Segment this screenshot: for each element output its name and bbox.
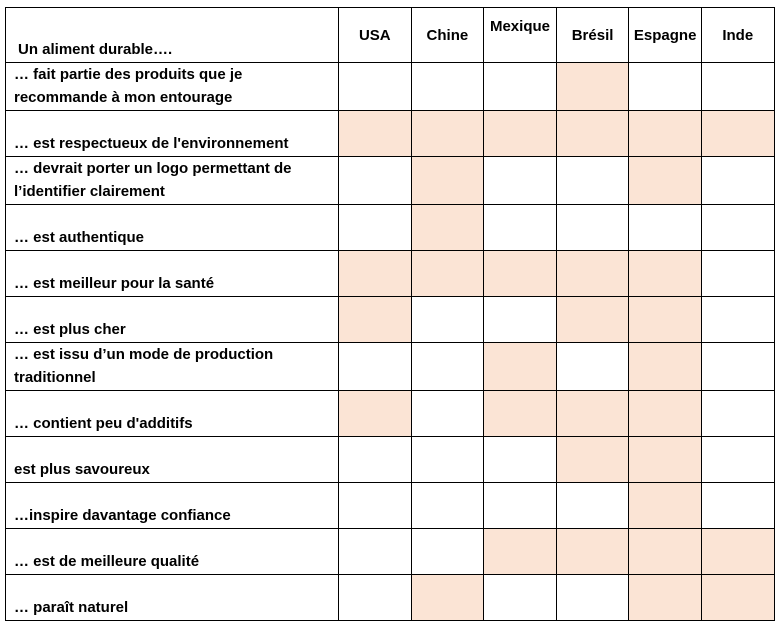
- empty-cell: [411, 297, 484, 343]
- empty-cell: [411, 343, 484, 391]
- empty-cell: [411, 483, 484, 529]
- country-header-bresil: Brésil: [556, 8, 629, 63]
- highlighted-cell: [484, 529, 557, 575]
- highlighted-cell: [556, 437, 629, 483]
- highlighted-cell: [701, 529, 774, 575]
- empty-cell: [339, 205, 412, 251]
- empty-cell: [701, 483, 774, 529]
- highlighted-cell: [484, 391, 557, 437]
- durable-food-table: [5, 7, 775, 621]
- highlighted-cell: [411, 157, 484, 205]
- empty-cell: [556, 205, 629, 251]
- empty-cell: [484, 575, 557, 621]
- table-row: [6, 343, 775, 391]
- empty-cell: [556, 343, 629, 391]
- highlighted-cell: [629, 483, 702, 529]
- empty-cell: [339, 575, 412, 621]
- empty-cell: [339, 437, 412, 483]
- empty-cell: [556, 575, 629, 621]
- highlighted-cell: [629, 529, 702, 575]
- empty-cell: [484, 63, 557, 111]
- empty-cell: [339, 63, 412, 111]
- row-label: … est de meilleure qualité: [6, 529, 339, 575]
- empty-cell: [411, 437, 484, 483]
- highlighted-cell: [484, 343, 557, 391]
- highlighted-cell: [556, 251, 629, 297]
- highlighted-cell: [411, 575, 484, 621]
- row-label: … est issu d’un mode de production traditionnel: [6, 343, 339, 391]
- highlighted-cell: [629, 575, 702, 621]
- empty-cell: [339, 343, 412, 391]
- highlighted-cell: [339, 111, 412, 157]
- highlighted-cell: [629, 437, 702, 483]
- table-row: [6, 205, 775, 251]
- row-label: … est authentique: [6, 205, 339, 251]
- highlighted-cell: [629, 111, 702, 157]
- empty-cell: [411, 63, 484, 111]
- row-label: … devrait porter un logo permettant de l’identifier clairement: [6, 157, 339, 205]
- table-row: [6, 437, 775, 483]
- table-row: [6, 575, 775, 621]
- country-header-usa: USA: [339, 8, 412, 63]
- highlighted-cell: [556, 391, 629, 437]
- row-label: … est plus cher: [6, 297, 339, 343]
- empty-cell: [701, 157, 774, 205]
- row-label: … fait partie des produits que je recommande à mon entourage: [6, 63, 339, 111]
- empty-cell: [556, 157, 629, 205]
- table-row: [6, 483, 775, 529]
- highlighted-cell: [339, 391, 412, 437]
- highlighted-cell: [556, 111, 629, 157]
- empty-cell: [484, 157, 557, 205]
- row-label: … est respectueux de l'environnement: [6, 111, 339, 157]
- table-title: Un aliment durable….: [6, 8, 339, 63]
- highlighted-cell: [629, 251, 702, 297]
- highlighted-cell: [556, 63, 629, 111]
- row-label: … est meilleur pour la santé: [6, 251, 339, 297]
- empty-cell: [339, 483, 412, 529]
- highlighted-cell: [411, 251, 484, 297]
- empty-cell: [484, 297, 557, 343]
- empty-cell: [701, 391, 774, 437]
- highlighted-cell: [701, 575, 774, 621]
- highlighted-cell: [629, 157, 702, 205]
- highlighted-cell: [339, 297, 412, 343]
- row-label: …inspire davantage confiance: [6, 483, 339, 529]
- highlighted-cell: [484, 111, 557, 157]
- empty-cell: [484, 483, 557, 529]
- highlighted-cell: [556, 529, 629, 575]
- empty-cell: [701, 251, 774, 297]
- empty-cell: [484, 437, 557, 483]
- empty-cell: [556, 483, 629, 529]
- highlighted-cell: [629, 297, 702, 343]
- empty-cell: [701, 437, 774, 483]
- empty-cell: [339, 529, 412, 575]
- highlighted-cell: [339, 251, 412, 297]
- empty-cell: [411, 529, 484, 575]
- table-row: [6, 63, 775, 111]
- header-row: [6, 8, 775, 63]
- highlighted-cell: [484, 251, 557, 297]
- highlighted-cell: [701, 111, 774, 157]
- row-label: est plus savoureux: [6, 437, 339, 483]
- empty-cell: [411, 391, 484, 437]
- empty-cell: [701, 343, 774, 391]
- country-header-inde: Inde: [701, 8, 774, 63]
- highlighted-cell: [411, 111, 484, 157]
- empty-cell: [339, 157, 412, 205]
- highlighted-cell: [411, 205, 484, 251]
- highlighted-cell: [629, 343, 702, 391]
- empty-cell: [629, 63, 702, 111]
- table-row: [6, 391, 775, 437]
- highlighted-cell: [629, 391, 702, 437]
- empty-cell: [701, 297, 774, 343]
- empty-cell: [701, 205, 774, 251]
- table-row: [6, 297, 775, 343]
- table-row: [6, 157, 775, 205]
- table-row: [6, 529, 775, 575]
- country-header-mexique: Mexique: [484, 8, 557, 63]
- table-row: [6, 111, 775, 157]
- highlighted-cell: [556, 297, 629, 343]
- country-header-espagne: Espagne: [629, 8, 702, 63]
- empty-cell: [701, 63, 774, 111]
- empty-cell: [484, 205, 557, 251]
- row-label: … paraît naturel: [6, 575, 339, 621]
- row-label: … contient peu d'additifs: [6, 391, 339, 437]
- table-row: [6, 251, 775, 297]
- country-header-chine: Chine: [411, 8, 484, 63]
- empty-cell: [629, 205, 702, 251]
